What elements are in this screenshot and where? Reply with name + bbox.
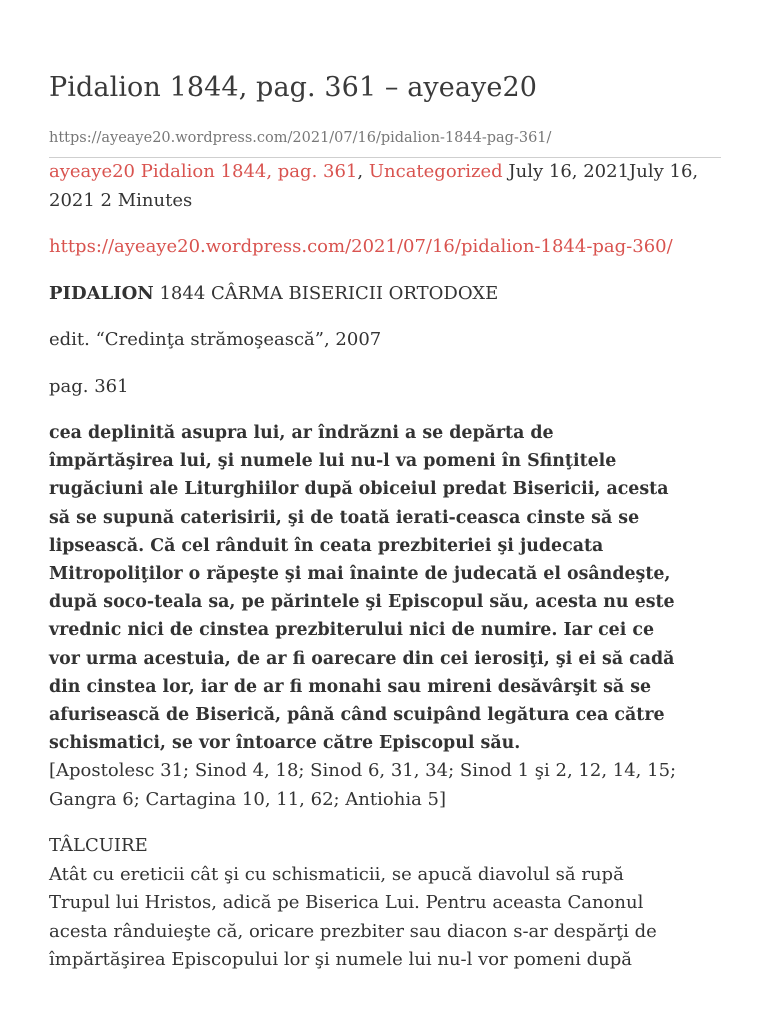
post-meta [49, 158, 721, 215]
references [49, 757, 721, 814]
commentary-heading: TÂLCUIRE [49, 835, 148, 857]
edition-line: edit. “Credinţa strămoşească”, 2007 [49, 329, 382, 350]
canon-line: rugăciuni ale Liturghiilor după obiceiul predat Bisericii, acesta [49, 479, 669, 500]
canon-line: lipsească. Că cel rânduit în ceata prezbiteriei şi judecata [49, 535, 604, 556]
commentary [49, 832, 721, 975]
post-link[interactable]: Pidalion 1844, pag. 361 [140, 161, 358, 182]
commentary-line: Trupul lui Hristos, adică pe Biserica Lui. Pentru aceasta Canonul [49, 892, 644, 914]
book-subtitle: 1844 CÂRMA BISERICII ORTODOXE [153, 282, 499, 304]
canon-line: împărtăşirea lui, şi numele lui nu-l va pomeni în Sfinţitele [49, 451, 617, 472]
commentary-line: împărtăşirea Episcopului lor şi numele lui nu-l vor pomeni după [49, 949, 632, 971]
post-dates: July 16, 2021July 16, 2021 [49, 161, 699, 211]
page-title: Pidalion 1844, pag. 361 – ayeaye20 [49, 72, 538, 103]
canon-line: cea deplinită asupra lui, ar îndrăzni a se depărta de [49, 423, 554, 443]
meta-separator: , [357, 161, 364, 182]
author-link[interactable]: ayeaye20 [49, 161, 136, 182]
canon-line: după soco-teala sa, pe părintele şi Episcopul său, acesta nu este [49, 592, 675, 613]
commentary-line: Atât cu ereticii cât şi cu schismaticii, se apucă diavolul să rupă [49, 863, 624, 885]
book-title: PIDALION [49, 282, 154, 304]
references-line: Gangra 6; Cartagina 10, 11, 62; Antiohia 5] [49, 788, 447, 810]
canon-line: să se supună caterisirii, şi de toată ierati-ceasca cinste să se [49, 507, 640, 528]
canon-line: vrednic nici de cinstea prezbiterului nici de numire. Iar cei ce [49, 620, 655, 641]
canon-line: din cinstea lor, iar de ar fi monahi sau mireni desăvârşit să se [49, 676, 652, 697]
page-number: pag. 361 [49, 375, 129, 397]
source-url: https://ayeaye20.wordpress.com/2021/07/16/pidalion-1844-pag-361/ [49, 130, 552, 146]
canon-line: vor urma acestuia, de ar fi oarecare din cei ierosiţi, şi ei să cadă [49, 648, 675, 669]
commentary-line: acesta rânduieşte că, oricare prezbiter sau diacon s-ar despărţi de [49, 920, 657, 942]
canon-text [49, 419, 721, 757]
canon-line: Mitropoliţilor o răpeşte şi mai înainte de judecată el osândeşte, [49, 564, 671, 585]
book-heading [49, 280, 721, 309]
canon-line: schismatici, se vor întoarce către Episcopul său. [49, 733, 521, 754]
canon-line: afurisească de Biserică, până când scuipând legătura cea către [49, 705, 665, 726]
prev-post-paragraph [49, 233, 721, 262]
references-line: [Apostolesc 31; Sinod 4, 18; Sinod 6, 31, 34; Sinod 1 şi 2, 12, 14, 15; [49, 760, 677, 782]
read-time: 2 Minutes [100, 189, 193, 211]
category-link[interactable]: Uncategorized [368, 161, 503, 182]
prev-post-link[interactable]: https://ayeaye20.wordpress.com/2021/07/16/pidalion-1844-pag-360/ [49, 236, 673, 257]
post-body [49, 158, 721, 993]
